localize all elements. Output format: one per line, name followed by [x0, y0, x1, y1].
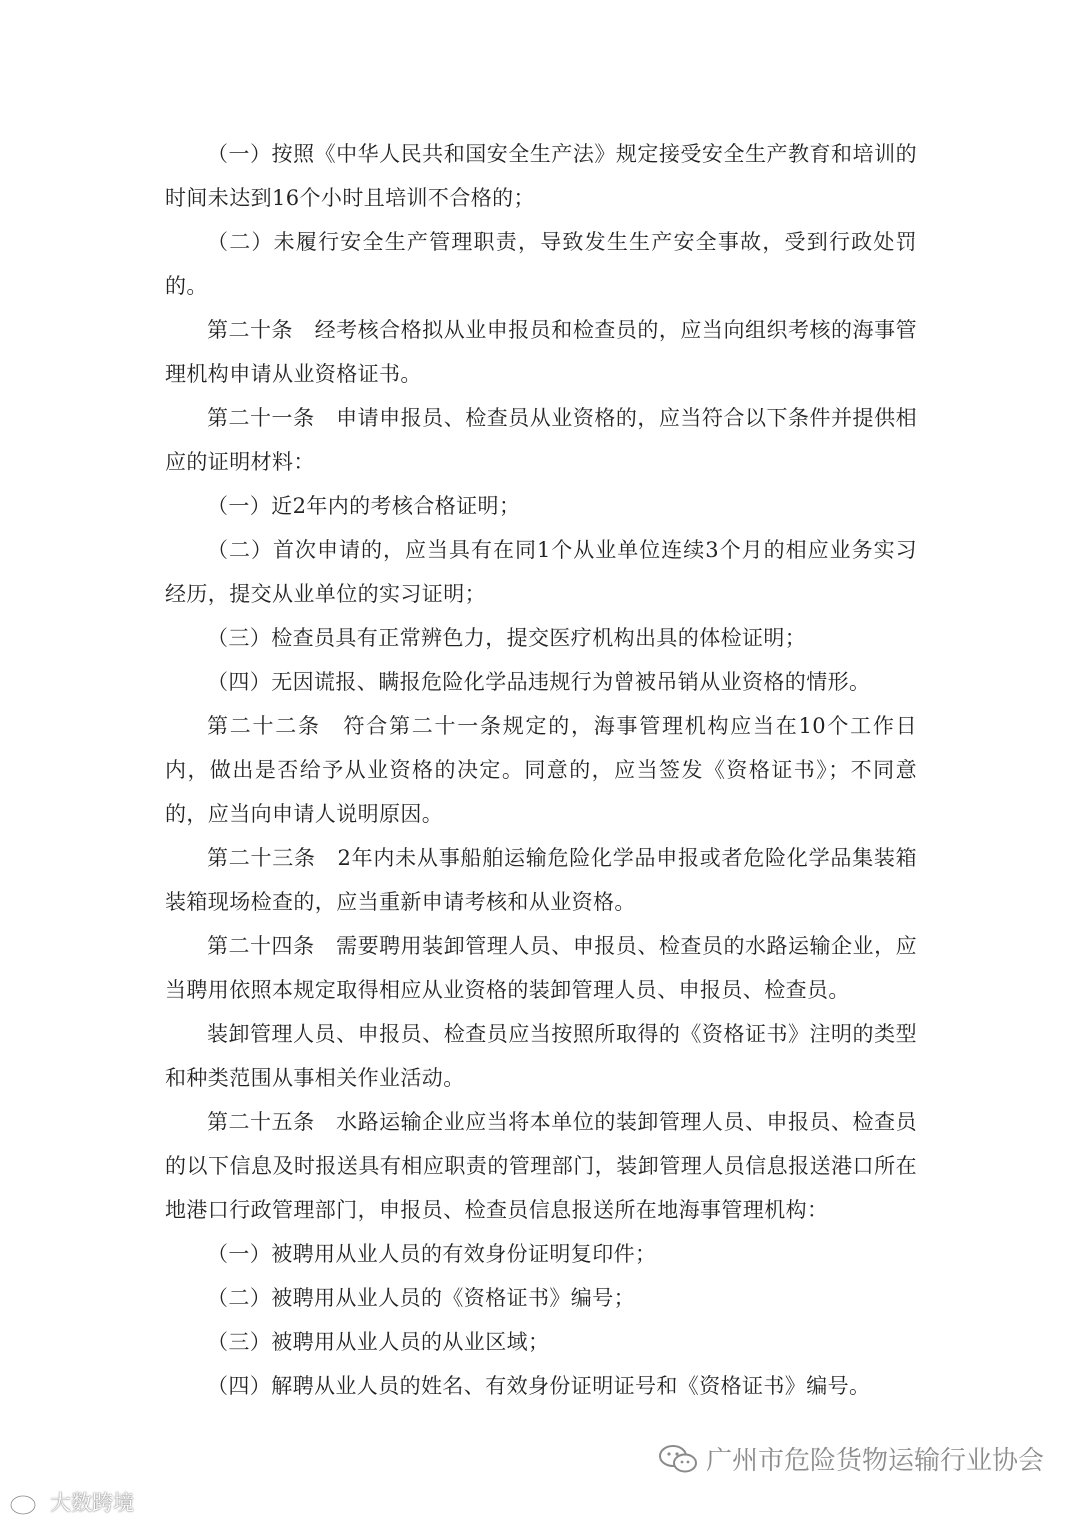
weibo-icon	[8, 1487, 44, 1517]
article-25-item-3: （三）被聘用从业人员的从业区域；	[207, 1330, 550, 1354]
wechat-watermark	[658, 1440, 1044, 1477]
wechat-account-name: 广州市危险货物运输行业协会	[705, 1446, 1044, 1476]
article-23: 第二十三条 2年内未从事船舶运输危险化学品申报或者危险化学品集装箱装箱现场检查的，应当重新申请考核和从业资格。	[165, 846, 917, 914]
article-21-item-2: （二）首次申请的，应当具有在同1个从业单位连续3个月的相应业务实习经历，提交从业单位的实习证明；	[165, 538, 917, 606]
article-25-item-4: （四）解聘从业人员的姓名、有效身份证明证号和《资格证书》编号。	[207, 1374, 871, 1398]
wechat-icon	[658, 1443, 698, 1475]
article-21: 第二十一条 申请申报员、检查员从业资格的，应当符合以下条件并提供相应的证明材料：	[165, 406, 917, 474]
document-body	[165, 132, 917, 1408]
article-25-item-2: （二）被聘用从业人员的《资格证书》编号；	[207, 1286, 635, 1310]
article-21-item-1: （一）近2年内的考核合格证明；	[207, 494, 521, 518]
article-24-paragraph-2: 装卸管理人员、申报员、检查员应当按照所取得的《资格证书》注明的类型和种类范围从事相关作业活动。	[165, 1022, 917, 1090]
weibo-account-name: 大数跨境	[50, 1491, 134, 1515]
article-25-item-1: （一）被聘用从业人员的有效身份证明复印件；	[207, 1242, 657, 1266]
article-22: 第二十二条 符合第二十一条规定的，海事管理机构应当在10个工作日内，做出是否给予从业资格的决定。同意的，应当签发《资格证书》；不同意的，应当向申请人说明原因。	[165, 714, 917, 826]
article-21-item-4: （四）无因谎报、瞒报危险化学品违规行为曾被吊销从业资格的情形。	[207, 670, 871, 694]
article-25: 第二十五条 水路运输企业应当将本单位的装卸管理人员、申报员、检查员的以下信息及时报送具有相应职责的管理部门，装卸管理人员信息报送港口所在地港口行政管理部门，申报员、检查员信息报送所在地海事管理机构：	[165, 1110, 917, 1222]
article-21-item-3: （三）检查员具有正常辨色力，提交医疗机构出具的体检证明；	[207, 626, 807, 650]
weibo-watermark	[8, 1487, 134, 1517]
paragraph-2: （二）未履行安全生产管理职责，导致发生生产安全事故，受到行政处罚的。	[165, 230, 917, 298]
paragraph-1: （一）按照《中华人民共和国安全生产法》规定接受安全生产教育和培训的时间未达到16个小时且培训不合格的；	[165, 142, 917, 210]
article-20: 第二十条 经考核合格拟从业申报员和检查员的，应当向组织考核的海事管理机构申请从业资格证书。	[165, 318, 917, 386]
article-24: 第二十四条 需要聘用装卸管理人员、申报员、检查员的水路运输企业，应当聘用依照本规定取得相应从业资格的装卸管理人员、申报员、检查员。	[165, 934, 917, 1002]
